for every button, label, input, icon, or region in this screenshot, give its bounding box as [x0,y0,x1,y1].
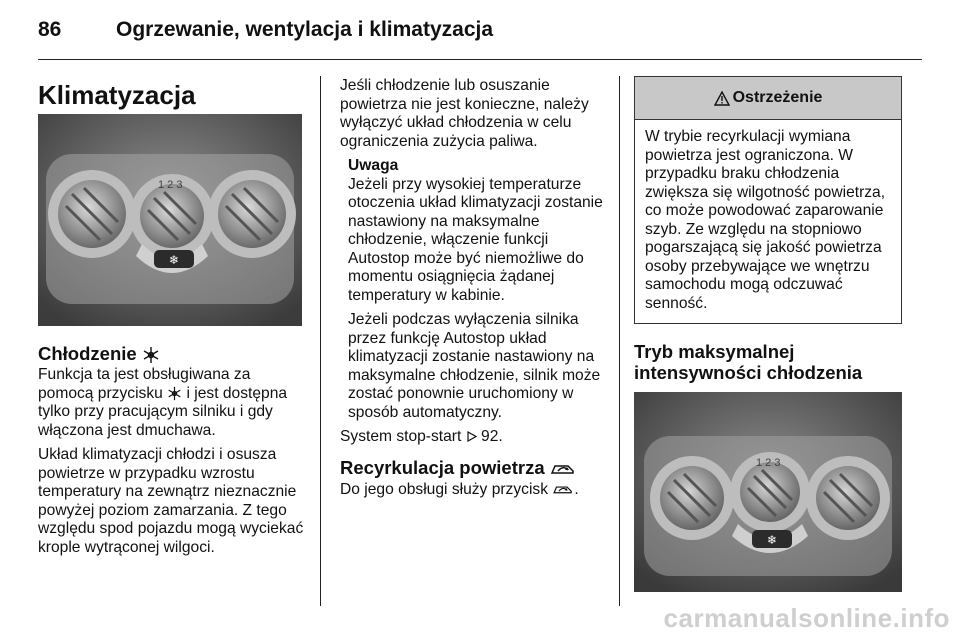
watermark: carmanualsonline.info [663,603,950,633]
warning-title: Ostrzeżenie [732,89,823,106]
paragraph-text: Do jego obsługi służy przycisk [340,480,549,498]
paragraph: Układ klimatyzacji chłodzi i osusza powietrze w przypadku wzrostu temperatury na zewnątrz nieznacznie powyżej poziom zamarzania. Z tego względu spod pojazdu mogą wyciekać krople wytrąconej wilgoci. [38,446,304,556]
warning-box [634,76,902,324]
climate-panel-illustration [634,392,902,592]
subheading-cooling-label: Chłodzenie [38,343,137,364]
fan-speed-label: 1 2 3 [158,179,183,191]
climate-panel-photo [38,114,302,326]
note-block [340,157,610,422]
paragraph-text: Funkcja ta jest obsługiwana za pomocą przycisku [38,366,251,402]
fan-speed-label: 1 2 3 [756,457,781,469]
column-1 [38,80,308,110]
column-divider [619,76,620,606]
subheading-recirculation [340,457,610,478]
column-3 [634,341,904,383]
subheading-cooling [38,343,310,364]
cross-reference [340,428,610,447]
climate-panel-photo-max [634,392,902,592]
reference-text: System stop-start [340,428,462,445]
column-1-text [38,343,310,563]
warning-text: W trybie recyrkulacji wymiana powietrza jest ograniczona. W przypadku braku chłodzenia zwiększa się wilgotność powietrza, co może powodować zaparowanie szyb. Ze względu na stopniowo pogarszającą się jakość powietrza osoby przebywające we wnętrzu samochodu mogą odczuwać senność. [645,128,886,312]
paragraph [38,366,310,440]
subheading-max-cooling: Tryb maksymalnej intensywności chłodzenia [634,341,863,383]
paragraph-text: i jest dostępna tylko przy pracującym silniku i gdy włączona jest dmuchawa. [38,384,288,439]
paragraph: Jeśli chłodzenie lub osuszanie powietrza nie jest konieczne, należy wyłączyć układ chłodzenia w celu ograniczenia zużycia paliwa. [340,77,589,150]
snowflake-icon [142,346,160,364]
svg-text:❄: ❄ [766,533,778,547]
column-divider [320,76,321,606]
climate-panel-illustration [38,114,302,326]
page-title: Ogrzewanie, wentylacja i klimatyzacja [116,18,494,41]
note-paragraph: Jeżeli przy wysokiej temperaturze otoczenia układ klimatyzacji zostanie nastawiony na maksymalne chłodzenie, włączenie funkcji Autostop może być niemożliwe do momentu osiągnięcia żądanej temperatury w kabinie. [348,175,603,304]
subheading-recirculation-label: Recyrkulacja powietrza [340,456,545,478]
note-title: Uwaga [348,157,399,174]
warning-triangle-icon [714,91,730,106]
triangle-ref-icon [466,431,477,442]
page-number: 86 [38,18,62,41]
svg-text:❄: ❄ [168,253,180,267]
paragraph: Do jego obsługi służy przycisk . [340,480,579,498]
recirculation-icon [552,483,574,496]
header-rule [38,59,922,60]
snowflake-icon [167,386,182,401]
note-paragraph: Jeżeli podczas wyłączenia silnika przez funkcję Autostop układ klimatyzacji zostanie nastawiony na maksymalne chłodzenie, silnik może zostać ponownie uruchomiony w sposób automatyczny. [348,311,601,421]
recirculation-icon [550,461,576,477]
column-2 [340,77,610,505]
warning-header [635,77,901,120]
reference-page[interactable]: 92. [481,428,503,445]
section-heading: Klimatyzacja [38,80,196,110]
